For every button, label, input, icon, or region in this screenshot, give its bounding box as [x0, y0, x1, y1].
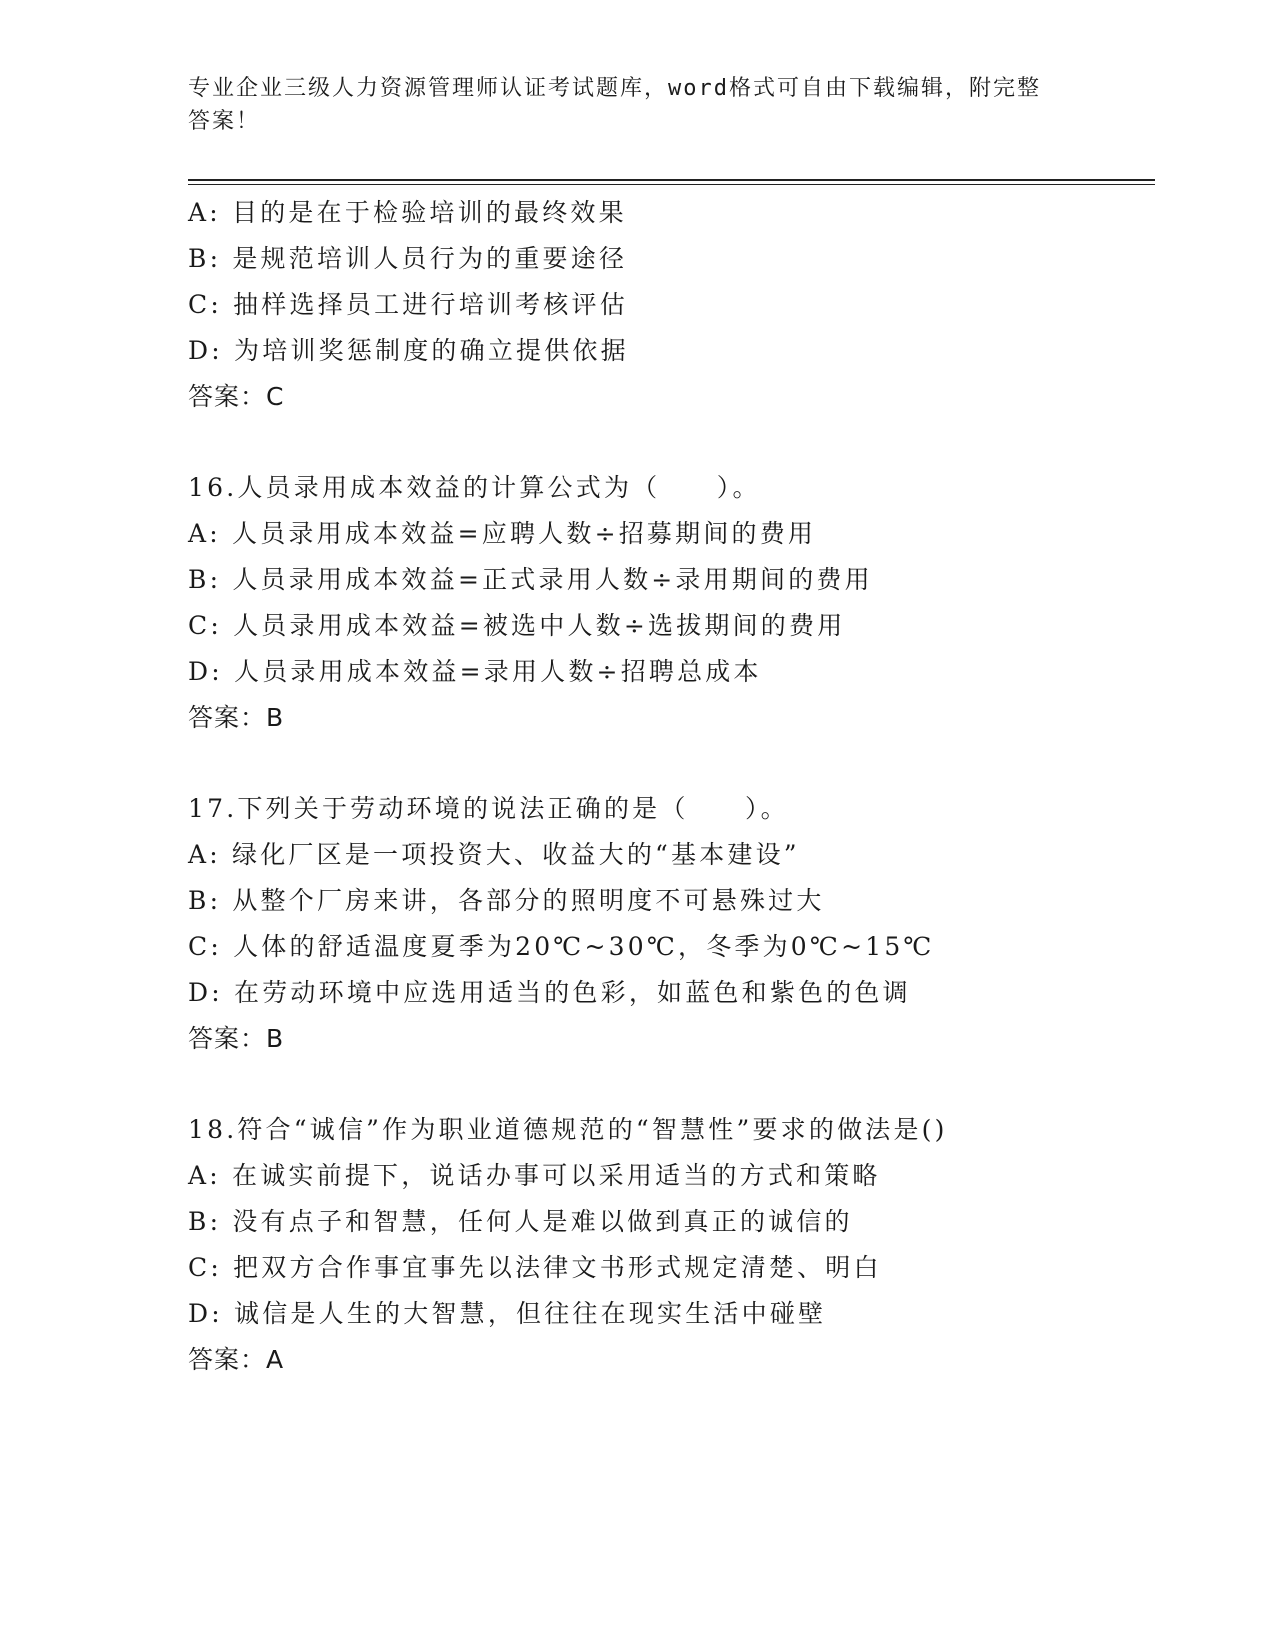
- option-b: B: 从整个厂房来讲，各部分的照明度不可悬殊过大: [188, 886, 825, 915]
- question-text: 17.下列关于劳动环境的说法正确的是（ ）。: [188, 794, 789, 823]
- option-a: A: 目的是在于检验培训的最终效果: [188, 198, 627, 227]
- option-c: C: 抽样选择员工进行培训考核评估: [188, 290, 628, 319]
- question-text: 18.符合“诚信”作为职业道德规范的“智慧性”要求的做法是(): [188, 1115, 948, 1144]
- option-a: A: 在诚实前提下，说话办事可以采用适当的方式和策略: [188, 1161, 881, 1190]
- header-line-2: 答案！: [188, 109, 261, 134]
- option-d: D: 诚信是人生的大智慧，但往往在现实生活中碰壁: [188, 1299, 827, 1328]
- header-divider-thin: [188, 184, 1155, 185]
- option-b: B: 没有点子和智慧，任何人是难以做到真正的诚信的: [188, 1207, 853, 1236]
- answer-line: 答案：A: [188, 1345, 285, 1374]
- option-c: C: 人体的舒适温度夏季为20℃~30℃，冬季为0℃~15℃: [188, 932, 935, 961]
- header-line-1: 专业企业三级人力资源管理师认证考试题库，word格式可自由下载编辑，附完整: [188, 76, 1041, 101]
- option-c: C: 人员录用成本效益=被选中人数÷选拔期间的费用: [188, 611, 846, 640]
- question-18: [188, 1107, 1155, 1383]
- question-16: [188, 465, 1155, 741]
- option-a: A: 绿化厂区是一项投资大、收益大的“基本建设”: [188, 840, 800, 869]
- option-d: D: 在劳动环境中应选用适当的色彩，如蓝色和紫色的色调: [188, 978, 911, 1007]
- answer-line: 答案：B: [188, 1024, 285, 1053]
- question-15: [188, 190, 1155, 420]
- option-d: D: 为培训奖惩制度的确立提供依据: [188, 336, 629, 365]
- question-text: 16.人员录用成本效益的计算公式为（ ）。: [188, 473, 761, 502]
- document-header: [188, 72, 1068, 138]
- option-d: D: 人员录用成本效益=录用人数÷招聘总成本: [188, 657, 762, 686]
- option-c: C: 把双方合作事宜事先以法律文书形式规定清楚、明白: [188, 1253, 882, 1282]
- option-b: B: 是规范培训人员行为的重要途径: [188, 244, 628, 273]
- question-17: [188, 786, 1155, 1062]
- answer-line: 答案：B: [188, 703, 285, 732]
- option-b: B: 人员录用成本效益=正式录用人数÷录用期间的费用: [188, 565, 873, 594]
- header-divider-thick: [188, 179, 1155, 181]
- question-list: [188, 190, 1155, 1383]
- answer-line: 答案：C: [188, 382, 285, 411]
- option-a: A: 人员录用成本效益=应聘人数÷招募期间的费用: [188, 519, 817, 548]
